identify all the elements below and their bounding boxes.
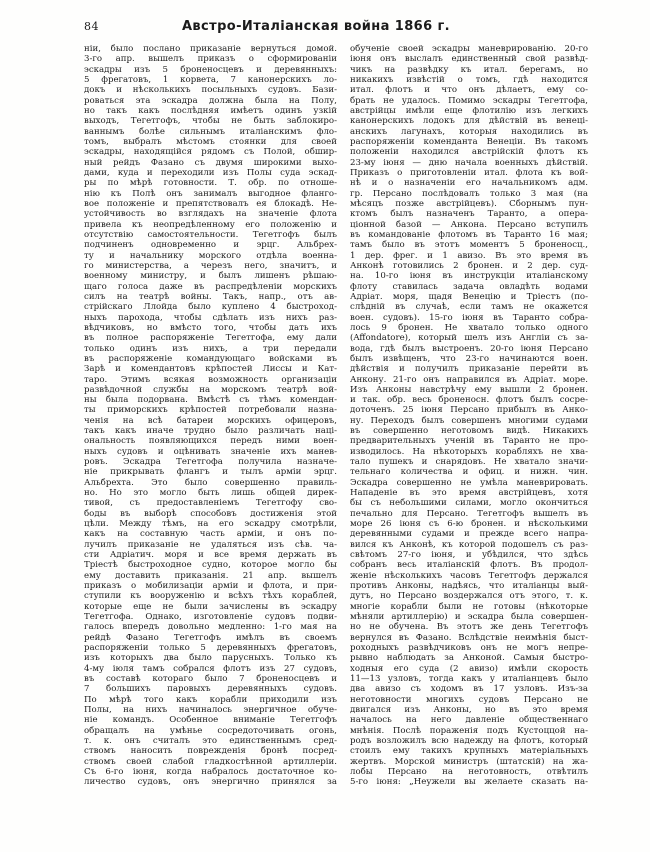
text-line: ный рейдъ Фазано съ двумя широкими выхо- xyxy=(84,157,337,168)
text-line: мѣняли артиллерію) и эскадра была совершен- xyxy=(350,612,588,623)
text-line: мнѣнія. Послѣ пораженія подъ Кустоццой на- xyxy=(350,725,588,736)
text-line: жертвъ. Морской министръ (штатскій) на жа- xyxy=(350,756,588,767)
text-line: канонерскихъ лодокъ для дѣйствій въ венеці- xyxy=(350,116,588,127)
text-line: ніе командъ. Особенное вниманіе Тегетгофъ xyxy=(84,715,337,726)
text-line: эскадры изъ 5 броненосцевъ и деревянныхъ: xyxy=(84,64,337,75)
text-line: По мѣрѣ того какъ корабли приходили изъ xyxy=(84,694,337,705)
text-line: галось впередъ довольно медленно: 1-го мая на xyxy=(84,622,337,633)
text-line: Эскадра совершенно не умѣла маневрировать. xyxy=(350,477,588,488)
text-line: ніе прикрывать флангъ и тылъ арміи эрцг. xyxy=(84,467,337,478)
text-line: подчиненъ одновременно и эрцг. Альбрех- xyxy=(84,240,337,251)
text-line: неготовности многихъ судовъ Персано не xyxy=(350,694,588,705)
text-line: въ распоряженіе командующаго войсками въ xyxy=(84,353,337,364)
text-line: ствомъ наносить поврежденія бронѣ посред- xyxy=(84,746,337,757)
text-line: ныхъ парохода, чтобы сдѣлать изъ нихъ раз- xyxy=(84,312,337,323)
text-line: вѣдчиковъ, но вмѣсто того, чтобы дать ихъ xyxy=(84,322,337,333)
text-line: стоилъ ему такихъ крупныхъ матеріальныхъ xyxy=(350,746,588,757)
text-line: сти Адріатич. моря и все время держать въ xyxy=(84,550,337,561)
text-line: Полы, на нихъ начиналось энергичное обуче- xyxy=(84,705,337,715)
text-line: ходныя его суда (2 авизо) имѣли скорость xyxy=(350,663,588,674)
text-line: устойчивость во взглядахъ на значеніе флота xyxy=(84,209,337,220)
text-line: рейдѣ Фазано Тегетгофъ имѣлъ въ своемъ xyxy=(84,632,337,643)
text-line: Тегетгофа. Однако, изготовленіе судовъ подви- xyxy=(84,612,337,623)
text-line: (Affondatore), который шелъ изъ Англіи съ за- xyxy=(350,333,588,344)
text-line: Съ 6-го іюня, когда набралось достаточное ко- xyxy=(84,766,337,777)
text-line: 3-го апр. вышелъ приказъ о сформированіи xyxy=(84,54,337,65)
text-line: родъ возложилъ всю надежду на флотъ, который xyxy=(350,735,588,746)
text-line: докъ и нѣсколькихъ посыльныхъ судовъ. Бази- xyxy=(84,85,337,96)
text-line: лось 9 бронен. Не хватало только одного xyxy=(350,322,588,333)
text-line: 1 дер. фрег. и 1 авизо. Въ это время въ xyxy=(350,250,588,261)
text-line: 11—13 узловъ, тогда какъ у италіанцевъ было xyxy=(350,674,588,685)
text-line: деревянными судами и прежде всего напра- xyxy=(350,529,588,540)
text-line: томъ, выбралъ мѣстомъ стоянки для своей xyxy=(84,136,337,147)
text-line: дами, куда и переходили изъ Полы суда эскад- xyxy=(84,167,337,178)
text-line: многіе корабли были не готовы (нѣкоторые xyxy=(350,601,588,612)
text-line: въ полное распоряженіе Тегетгофа, ему дали xyxy=(84,333,337,344)
text-line: итал. флотъ и что онъ дѣлаетъ, ему со- xyxy=(350,85,588,96)
text-line: развѣдочной службы на морскомъ театрѣ вой- xyxy=(84,384,337,395)
text-line: въ совершенно неготовомъ видѣ. Никакихъ xyxy=(350,426,588,437)
text-line: собранъ весь италіанскій флотъ. Въ продол- xyxy=(350,560,588,571)
text-body xyxy=(84,44,588,788)
text-line: море 26 іюня съ 6-ю бронен. и нѣсколькими xyxy=(350,519,588,530)
text-line: 5-го іюня: „Неужели вы желаете сказать на- xyxy=(350,777,588,788)
text-line: австрійцы имѣли еще флотилію изъ легкихъ xyxy=(350,105,588,116)
text-line: обращалъ на умѣнье сосредоточивать огонь, xyxy=(84,725,337,736)
text-line: воен. судовъ). 15-го іюня въ Таранто собра- xyxy=(350,312,588,323)
text-line: такъ какъ иначе трудно было различать наці- xyxy=(84,426,337,437)
text-line: флоту ставилась задача овладѣть водами xyxy=(350,281,588,292)
text-line: печально для Персано. Тегетгофъ вышелъ въ xyxy=(350,508,588,519)
text-line: чикъ на развѣдку къ итал. берегамъ, но xyxy=(350,64,588,75)
right-text-column xyxy=(350,44,588,788)
text-line: ціонной базой — Анкона. Персано вступилъ xyxy=(350,219,588,230)
text-line: ны была подорвана. Вмѣстѣ съ тѣмъ комендан- xyxy=(84,395,337,406)
text-line: былъ извѣщенъ, что 23-го начинаются воен. xyxy=(350,353,588,364)
text-line: ровъ. Эскадра Тегетгофа получила назначе- xyxy=(84,457,337,468)
text-line: іюня онъ выслалъ единственный свой развѣд- xyxy=(350,54,588,65)
text-line: распоряженіи только 5 деревянныхъ фрегатовъ, xyxy=(84,643,337,654)
text-line: го министерства, а черезъ него, значитъ, и xyxy=(84,260,337,271)
text-line: которые еще не были зачислены въ эскадру xyxy=(84,601,337,612)
text-line: эскадры, находящійся рядомъ съ Полой, обшир- xyxy=(84,147,337,158)
text-line: личество судовъ, онъ энергично принялся за xyxy=(84,777,337,788)
text-line: тивой, съ предоставленіемъ Тегетгофу сво- xyxy=(84,498,337,509)
text-line: 7 большихъ паровыхъ деревянныхъ судовъ. xyxy=(84,684,337,695)
text-line: стрійскаго Ллойда было куплено 4 быстроход- xyxy=(84,302,337,313)
text-line: и так. обр. весь броненосн. флотъ былъ сосре- xyxy=(350,395,588,406)
text-line: мѣсяцъ позже австрійцевъ). Сборнымъ пун- xyxy=(350,198,588,209)
text-line: два авизо съ ходомъ въ 17 узловъ. Изъ-за xyxy=(350,684,588,695)
text-line: приказъ о мобилизаціи арміи и флота, и при- xyxy=(84,581,337,592)
text-line: вода, гдѣ былъ выстроенъ. 20-го іюня Персано xyxy=(350,343,588,354)
text-line: щаго голоса даже въ распредѣленіи морскихъ xyxy=(84,281,337,292)
text-line: таро. Этимъ всякая возможность организаціи xyxy=(84,374,337,385)
text-line: Адріат. моря, щадя Венецію и Тріестъ (по- xyxy=(350,291,588,302)
text-line: гр. Персано послѣдовалъ только 3 мая (на xyxy=(350,188,588,199)
text-line: ніи, было послано приказаніе вернуться домой. xyxy=(84,44,337,54)
text-line: началось на него давленіе общественнаго xyxy=(350,715,588,726)
text-line: Альбрехта. Это было совершенно правиль- xyxy=(84,477,337,488)
text-line: доточенъ. 25 іюня Персано прибылъ въ Анко- xyxy=(350,405,588,416)
text-line: изводилось. На нѣкоторыхъ корабляхъ не хва- xyxy=(350,446,588,457)
text-line: брать не удалось. Помимо эскадры Тегетгофа, xyxy=(350,95,588,106)
text-line: ональность появляющихся передъ ними воен- xyxy=(84,436,337,447)
text-line: 4-му іюля тамъ собрался флотъ изъ 27 судовъ, xyxy=(84,663,337,674)
text-line: отсутствію самостоятельности. Тегетгофъ былъ xyxy=(84,229,337,240)
left-text-column xyxy=(84,44,337,788)
text-line: но не обучена. Въ этотъ же день Тегетгофъ xyxy=(350,622,588,633)
text-line: нѣ и о назначеніи его начальникомъ адм. xyxy=(350,178,588,189)
text-line: распоряженіи коменданта Венеціи. Въ такомъ xyxy=(350,136,588,147)
text-line: силъ на театрѣ войны. Такъ, напр., отъ ав- xyxy=(84,291,337,302)
text-line: ему доставить приказанія. 21 апр. вышелъ xyxy=(84,570,337,581)
text-line: Нападеніе въ это время австрійцевъ, хотя xyxy=(350,488,588,499)
text-line: ступили къ вооруженію и всѣхъ тѣхъ кораблей, xyxy=(84,591,337,602)
text-line: вился къ Анконѣ, къ которой подошелъ съ раз- xyxy=(350,539,588,550)
text-line: ну. Переходъ былъ совершенъ многими судами xyxy=(350,415,588,426)
text-line: обученіе своей эскадры маневрированію. 20-го xyxy=(350,44,588,54)
text-line: боды въ выборѣ способовъ достиженія этой xyxy=(84,508,337,519)
text-line: ныхъ судовъ и оцѣнивать значеніе ихъ манев- xyxy=(84,446,337,457)
text-line: какъ на составную часть арміи, и онъ по- xyxy=(84,529,337,540)
text-line: Тріестѣ быстроходное судно, которое могло бы xyxy=(84,560,337,571)
text-line: но. Но это могло быть лишь общей дирек- xyxy=(84,488,337,499)
text-line: положеніи находился австрійскій флотъ къ xyxy=(350,147,588,158)
text-line: т. к. онъ считалъ это единственнымъ сред- xyxy=(84,735,337,746)
text-line: роходныхъ развѣдчиковъ онъ не могъ непре- xyxy=(350,643,588,654)
text-line: предварительныхъ ученій въ Таранто не про- xyxy=(350,436,588,447)
page-title: Австро-Италіанская война 1866 г. xyxy=(181,19,451,34)
text-line: свѣтомъ 27-го іюня, и убѣдился, что здѣсь xyxy=(350,550,588,561)
text-line: анскихъ лагунахъ, которыя находились въ xyxy=(350,126,588,137)
text-line: изъ которыхъ два было парусныхъ. Только къ xyxy=(84,653,337,664)
text-line: никакихъ извѣстій о томъ, гдѣ находится xyxy=(350,74,588,85)
text-line: женіе нѣсколькихъ часовъ Тегетгофъ держался xyxy=(350,570,588,581)
text-line: 5 фрегатовъ, 1 корвета, 7 канонерскихъ ло- xyxy=(84,74,337,85)
text-line: противъ Анконы, надѣясь, что италіанцы вый- xyxy=(350,581,588,592)
text-line: ты приморскихъ крѣпостей потребовали назна- xyxy=(84,405,337,416)
text-line: ту и начальнику морского отдѣла военна- xyxy=(84,250,337,261)
text-line: лучилъ приказаніе не удаляться изъ сѣв. ча- xyxy=(84,539,337,550)
text-line: нію къ Полѣ онъ занималъ выгодное фланго- xyxy=(84,188,337,199)
text-line: въ командованіе флотомъ въ Таранто 16 мая; xyxy=(350,229,588,240)
text-line: дутъ, но Персано воздержался отъ этого, т. к. xyxy=(350,591,588,602)
text-line: слѣдній въ случаѣ, если тамъ не окажется xyxy=(350,302,588,313)
text-line: вернулся въ Фазано. Вслѣдствіе неимѣнія быст- xyxy=(350,632,588,643)
text-line: двигался изъ Анконы, но въ это время xyxy=(350,705,588,715)
text-line: ваннымъ болѣе сильнымъ италіанскимъ фло- xyxy=(84,126,337,137)
text-line: 23-му іюня — дню начала военныхъ дѣйствій. xyxy=(350,157,588,168)
text-line: на. 10-го іюня въ инструкціи италіанскому xyxy=(350,271,588,282)
text-line: Анконѣ готовились 2 бронен. и 2 дер. суд- xyxy=(350,260,588,271)
text-line: ствомъ своей слабой гладкостѣнной артиллеріи. xyxy=(84,756,337,767)
text-line: дѣйствія и получилъ приказаніе перейти въ xyxy=(350,364,588,375)
text-line: тамъ было въ этотъ моментъ 5 броненосц., xyxy=(350,240,588,251)
text-line: ктомъ былъ назначенъ Таранто, а опера- xyxy=(350,209,588,220)
text-line: Изъ Анконы навстрѣчу ему вышли 2 бронен. xyxy=(350,384,588,395)
page-number: 84 xyxy=(84,20,99,33)
text-line: Анкону. 21-го онъ направился въ Адріат. море. xyxy=(350,374,588,385)
text-line: вое положеніе и препятствовалъ ея блокадѣ. Не- xyxy=(84,198,337,209)
text-line: тельнаго количества и офиц. и нижн. чин. xyxy=(350,467,588,478)
text-line: Приказъ о приготовленіи итал. флота къ вой- xyxy=(350,167,588,178)
text-line: ры по мѣрѣ готовности. Т. обр. по отноше- xyxy=(84,178,337,189)
text-line: но такъ какъ послѣдняя имѣетъ одинъ узкій xyxy=(84,105,337,116)
text-line: роваться эта эскадра должна была на Полу, xyxy=(84,95,337,106)
text-line: выходъ, Тегетгофъ, чтобы не быть заблокиро- xyxy=(84,116,337,127)
text-line: только одинъ изъ нихъ, а три передали xyxy=(84,343,337,354)
text-line: военному министру, и былъ лишенъ рѣшаю- xyxy=(84,271,337,282)
text-line: бы съ небольшими силами, могло окончиться xyxy=(350,498,588,509)
text-line: цѣли. Между тѣмъ, на его эскадру смотрѣли, xyxy=(84,519,337,530)
text-line: ченія на всѣ батареи морскихъ офицеровъ, xyxy=(84,415,337,426)
text-line: тало пушекъ и снарядовъ. Не хватало значи- xyxy=(350,457,588,468)
text-line: рывно наблюдать за Анконой. Самыя быстро- xyxy=(350,653,588,664)
text-line: лобы Персано на неготовность, отвѣтилъ xyxy=(350,766,588,777)
text-line: Зарѣ и комендантовъ крѣпостей Лиссы и Кат- xyxy=(84,364,337,375)
text-line: въ составѣ котораго было 7 броненосцевъ и xyxy=(84,674,337,685)
text-line: привела къ неопредѣленному его положенію и xyxy=(84,219,337,230)
